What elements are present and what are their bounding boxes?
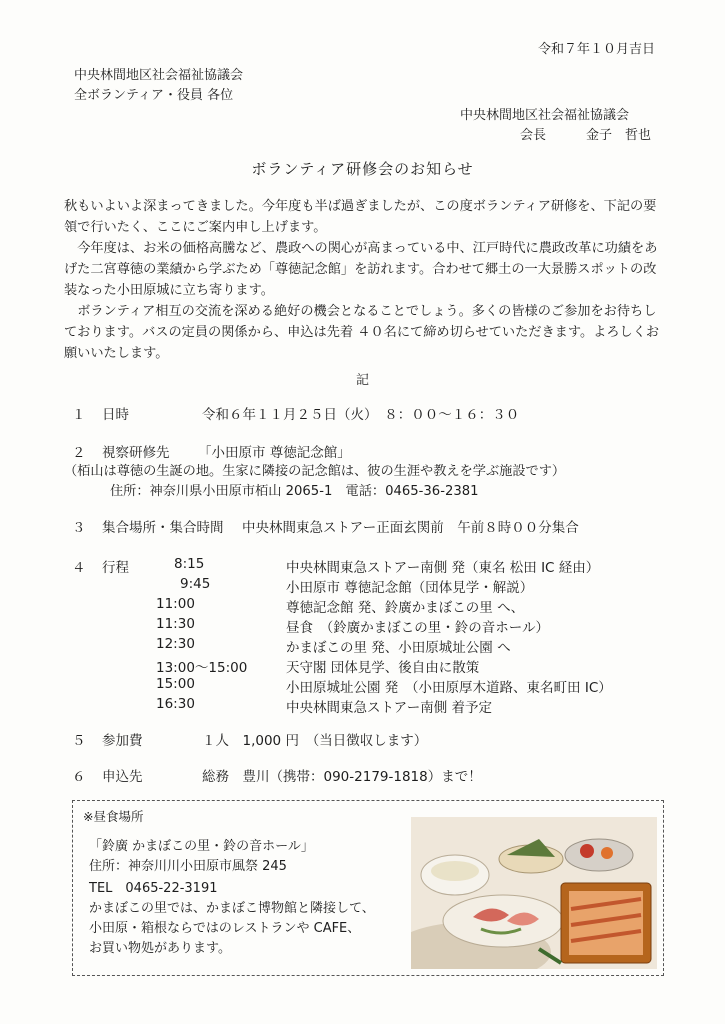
lunch-label: ※昼食場所 bbox=[83, 809, 144, 824]
body-paragraph-1: 秋もいよいよ深まってきました。今年度も半ば過ぎましたが、この度ボランティア研修を、下記の要領で行いたく、ここにご案内申し上げます。 bbox=[64, 199, 657, 235]
lunch-info-box bbox=[72, 800, 664, 976]
sender-title: 会長 bbox=[520, 128, 547, 143]
section-label: 参加費 bbox=[102, 733, 143, 749]
itinerary-desc: 中央林間東急ストアー南側 発（東名 松田 IC 経由） bbox=[286, 560, 600, 576]
document-date: 令和７年１０月吉日 bbox=[537, 42, 655, 57]
itinerary-time: 8:15 bbox=[174, 556, 205, 572]
itinerary-time: 9:45 bbox=[180, 576, 211, 592]
itinerary-desc: 昼食 （鈴廣かまぼこの里・鈴の音ホール） bbox=[286, 620, 549, 636]
lunch-desc-1: かまぼこの里では、かまぼこ博物館と隣接して、 bbox=[89, 901, 375, 916]
section-label: 申込先 bbox=[102, 769, 143, 785]
section-value: 令和６年１１月２５日（火） ８：００～１６：３０ bbox=[202, 407, 520, 423]
itinerary-time: 15:00 bbox=[156, 676, 195, 692]
section-itinerary bbox=[72, 556, 129, 576]
food-illustration bbox=[411, 817, 657, 969]
section-value: １人 1,000 円 （当日徴収します） bbox=[202, 733, 428, 749]
section-fee bbox=[72, 729, 427, 749]
section-value: 中央林間東急ストアー正面玄関前 午前８時００分集合 bbox=[242, 520, 579, 536]
section-value: 「小田原市 尊徳記念館」 bbox=[198, 445, 351, 461]
body-paragraph-3: ボランティア相互の交流を深める絶好の機会となることでしょう。多くの皆様のご参加をお待ちしております。バスの定員の関係から、申込は先着 ４０名にて締め切らせていただきます。よろしくお願いいたします。 bbox=[64, 304, 660, 361]
itinerary-time: 11:00 bbox=[156, 596, 195, 612]
section-number: ４ bbox=[72, 560, 86, 576]
section-number: ５ bbox=[72, 733, 86, 749]
lunch-address: 住所：神奈川川小田原市風祭 245 bbox=[89, 859, 287, 874]
sender-name: 金子 哲也 bbox=[586, 128, 652, 143]
section-value: 総務 豊川（携帯：090-2179-1818）まで！ bbox=[202, 769, 482, 785]
section-number: ３ bbox=[72, 520, 86, 536]
section-label: 日時 bbox=[102, 407, 129, 423]
destination-note: （栢山は尊徳の生誕の地。生家に隣接の記念館は、彼の生涯や教えを学ぶ施設です） bbox=[64, 464, 566, 479]
lunch-desc-3: お買い物処があります。 bbox=[89, 941, 231, 956]
itinerary-time: 13:00～15:00 bbox=[156, 660, 248, 676]
body-text bbox=[64, 196, 664, 364]
section-number: １ bbox=[72, 407, 86, 423]
section-application bbox=[72, 765, 482, 785]
section-meeting bbox=[72, 516, 579, 536]
destination-address: 住所：神奈川県小田原市栢山 2065-1 電話：0465-36-2381 bbox=[110, 484, 479, 499]
lunch-tel: TEL 0465-22-3191 bbox=[89, 881, 218, 896]
section-number: ６ bbox=[72, 769, 86, 785]
itinerary-desc: 天守閣 団体見学、後自由に散策 bbox=[286, 660, 480, 676]
section-label: 視察研修先 bbox=[102, 445, 170, 461]
itinerary-desc: 小田原市 尊徳記念館（団体見学・解説） bbox=[286, 580, 534, 596]
document-title: ボランティア研修会のお知らせ bbox=[251, 160, 474, 178]
section-label: 行程 bbox=[102, 560, 129, 576]
sender-organization: 中央林間地区社会福祉協議会 bbox=[460, 108, 630, 123]
lunch-food-photo bbox=[411, 817, 657, 969]
section-destination bbox=[72, 441, 351, 461]
itinerary-time: 12:30 bbox=[156, 636, 195, 652]
sender-person bbox=[520, 124, 651, 143]
recipient-members: 全ボランティア・役員 各位 bbox=[74, 88, 234, 103]
itinerary-desc: 尊徳記念館 発、鈴廣かまぼこの里 へ、 bbox=[286, 600, 525, 616]
itinerary-time: 16:30 bbox=[156, 696, 195, 712]
ki-heading: 記 bbox=[355, 373, 369, 388]
itinerary-desc: かまぼこの里 発、小田原城址公園 へ bbox=[286, 640, 511, 656]
itinerary-time: 11:30 bbox=[156, 616, 195, 632]
lunch-venue-name: 「鈴廣 かまぼこの里・鈴の音ホール」 bbox=[89, 839, 314, 854]
body-paragraph-2: 今年度は、お米の価格高騰など、農政への関心が高まっている中、江戸時代に農政改革に功績をあげた二宮尊徳の業績から学ぶため「尊徳記念館」を訪れます。合わせて郷土の一大景勝スポットの改装なった小田原城に立ち寄ります。 bbox=[64, 241, 658, 298]
section-number: ２ bbox=[72, 445, 86, 461]
recipient-organization: 中央林間地区社会福祉協議会 bbox=[74, 68, 244, 83]
itinerary-desc: 中央林間東急ストアー南側 着予定 bbox=[286, 700, 492, 716]
section-label: 集合場所・集合時間 bbox=[102, 520, 224, 536]
section-datetime bbox=[72, 403, 519, 423]
lunch-desc-2: 小田原・箱根ならではのレストランや CAFE、 bbox=[89, 921, 361, 936]
itinerary-desc: 小田原城址公園 発 （小田原厚木道路、東名町田 IC） bbox=[286, 680, 612, 696]
itinerary-list bbox=[156, 556, 636, 716]
